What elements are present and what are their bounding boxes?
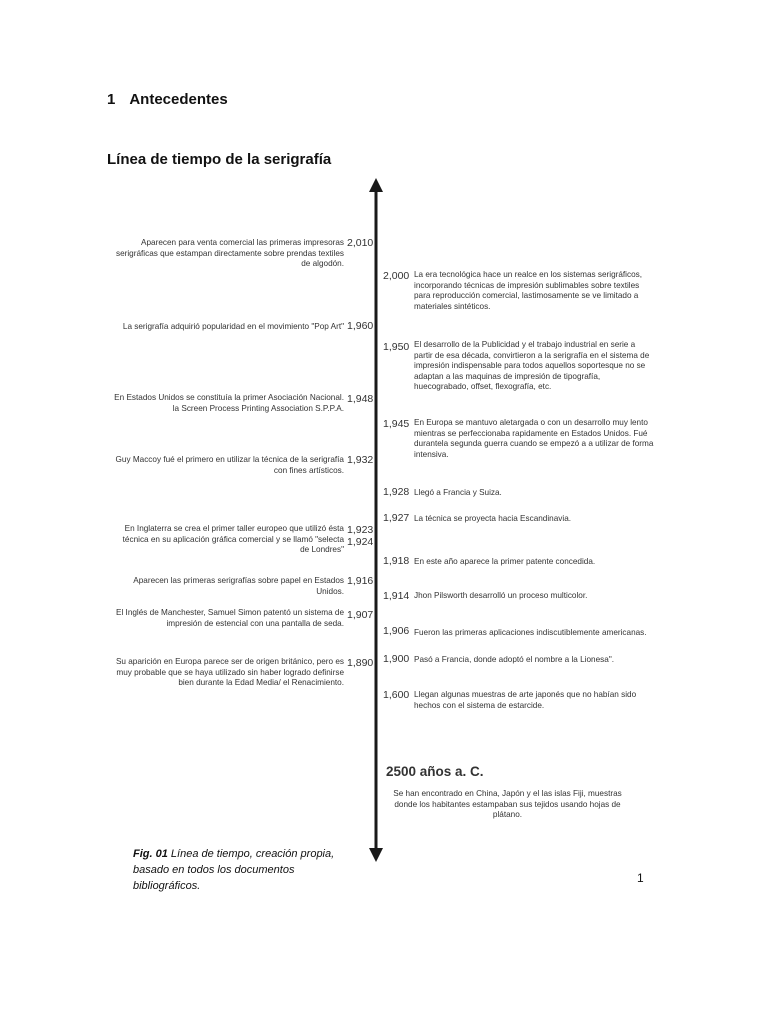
left-event-text: En Inglaterra se crea el primer taller europeo que utilizó ésta técnica en su aplicación gráfica comercial y se llamó "selecta de Londres" <box>122 524 344 554</box>
arrow-down-icon <box>369 848 383 862</box>
right-event-text: El desarrollo de la Publicidad y el trabajo industrial en serie a partir de esa década, convirtieron a la serigrafía en el sistema de impresión indispensable para todos aquellos soportesque no se adaptan a las maquinas de impresión de tipografía, huecograbado, offset, flexografía, etc. <box>414 340 650 391</box>
figure-caption <box>133 846 353 894</box>
right-event-text: Jhon Pilsworth desarrolló un proceso multicolor. <box>414 591 588 600</box>
left-year: 1,960 <box>347 320 374 332</box>
left-event-text: Aparecen para venta comercial las primeras impresoras serigráficas que estampan directamente sobre prendas textiles de algodón. <box>115 238 344 268</box>
left-year: 1,890 <box>347 657 374 669</box>
right-year: 1,928 <box>383 486 410 498</box>
bc-year: 2500 años a. C. <box>386 764 484 779</box>
right-year: 1,914 <box>383 590 410 602</box>
left-year: 1,932 <box>347 454 374 466</box>
section-title: Antecedentes <box>129 91 228 108</box>
left-event-text: El Inglés de Manchester, Samuel Simon patentó un sistema de impresión de estencial con una pantalla de seda. <box>115 608 344 628</box>
left-year: 1,907 <box>347 609 374 621</box>
left-year: 1,916 <box>347 575 374 587</box>
right-event-text: Pasó a Francia, donde adoptó el nombre a la Lionesa". <box>414 655 614 664</box>
left-year: 1,924 <box>347 536 374 548</box>
section-number: 1 <box>107 91 116 108</box>
left-year: 1,923 <box>347 524 374 536</box>
page-subtitle: Línea de tiempo de la serigrafía <box>107 151 332 168</box>
left-year: 2,010 <box>347 237 374 249</box>
right-event-text: En Europa se mantuvo aletargada o con un desarrollo muy lento mientras se perfeccionaba rapidamente en Estados Unidos. Fué durantela segunda guerra cuando se empezó a a utilizar de forma intensiva. <box>414 418 654 459</box>
left-event-text: La serigrafía adquirió popularidad en el movimiento "Pop Art" <box>122 322 344 331</box>
page-number: 1 <box>637 871 644 885</box>
right-year: 1,906 <box>383 625 410 637</box>
right-year: 2,000 <box>383 270 410 282</box>
figure-label: Fig. 01 <box>133 848 168 860</box>
right-event-text: En este año aparece la primer patente concedida. <box>414 557 596 566</box>
right-year: 1,927 <box>383 512 410 524</box>
right-year: 1,900 <box>383 653 410 665</box>
left-event-text: Guy Maccoy fué el primero en utilizar la técnica de la serigrafía con fines artísticos. <box>115 455 344 475</box>
section-heading <box>107 91 228 108</box>
left-year: 1,948 <box>347 393 374 405</box>
left-event-text: Su aparición en Europa parece ser de origen británico, pero es muy probable que se haya utilizado sin haber logrado definirse bien durante la Edad Media/ el Renacimiento. <box>115 657 344 687</box>
figure-caption-text: Línea de tiempo, creación propia, basado en todos los documentos bibliográficos. <box>133 848 335 892</box>
arrow-up-icon <box>369 178 383 192</box>
right-event-text: La técnica se proyecta hacia Escandinavia. <box>414 514 572 523</box>
right-year: 1,950 <box>383 341 410 353</box>
right-year: 1,918 <box>383 555 410 567</box>
bc-text: Se han encontrado en China, Japón y el las islas Fiji, muestras donde los habitantes estampaban sus tejidos usando hojas de plátano. <box>393 789 622 819</box>
right-year: 1,945 <box>383 418 410 430</box>
left-event-text: En Estados Unidos se constituía la primer Asociación Nacional. la Screen Process Printing Association S.P.P.A. <box>114 393 344 413</box>
right-event-text: Llegan algunas muestras de arte japonés que no habían sido hechos con el sistema de estarcide. <box>414 690 637 710</box>
right-year: 1,600 <box>383 689 410 701</box>
right-event-text: Llegó a Francia y Suiza. <box>414 488 502 497</box>
right-event-text: Fueron las primeras aplicaciones indiscutiblemente americanas. <box>414 628 647 637</box>
left-event-text: Aparecen las primeras serigrafías sobre papel en Estados Unidos. <box>133 576 344 596</box>
right-event-text: La era tecnológica hace un realce en los sistemas serigráficos, incorporando técnicas de impresión sublimables sobre textiles para reproducción comercial, lastimosamente se ve limitado a materiales sintéticos. <box>414 270 643 311</box>
